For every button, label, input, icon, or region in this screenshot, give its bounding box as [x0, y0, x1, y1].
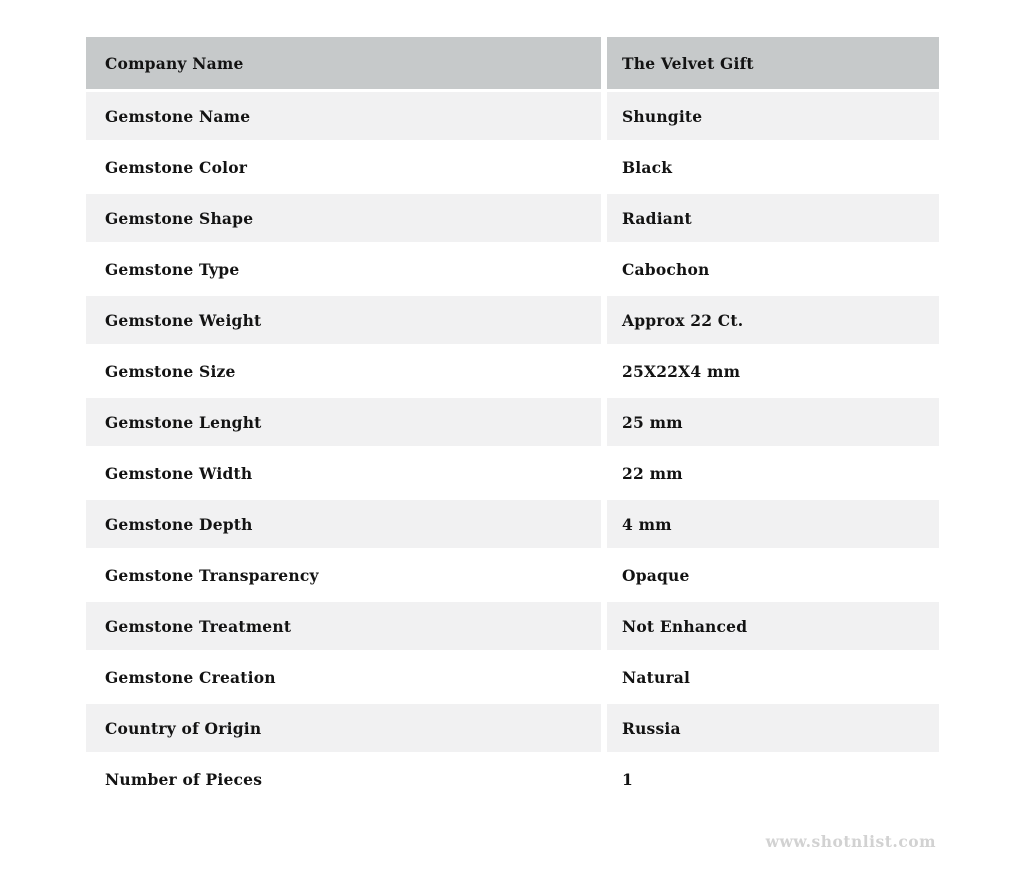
- row-value: Black: [607, 143, 939, 191]
- table-row-body-7: [86, 449, 939, 497]
- row-value: 25X22X4 mm: [607, 347, 939, 395]
- table-row-body-12: [86, 704, 939, 752]
- table-row-body-5: [86, 347, 939, 395]
- row-label: Gemstone Shape: [86, 194, 601, 242]
- row-value: Opaque: [607, 551, 939, 599]
- row-value: Shungite: [607, 92, 939, 140]
- row-label: Gemstone Width: [86, 449, 601, 497]
- row-label: Gemstone Lenght: [86, 398, 601, 446]
- row-label: Gemstone Weight: [86, 296, 601, 344]
- row-label: Gemstone Name: [86, 92, 601, 140]
- row-label: Gemstone Creation: [86, 653, 601, 701]
- row-value: Approx 22 Ct.: [607, 296, 939, 344]
- row-label: Company Name: [86, 37, 601, 89]
- table-row-body-6: [86, 398, 939, 446]
- row-value: Natural: [607, 653, 939, 701]
- table-row-body-13: [86, 755, 939, 803]
- table-row-body-0: [86, 92, 939, 140]
- row-value: Radiant: [607, 194, 939, 242]
- row-value: Cabochon: [607, 245, 939, 293]
- row-label: Gemstone Color: [86, 143, 601, 191]
- row-label: Gemstone Size: [86, 347, 601, 395]
- row-value: 22 mm: [607, 449, 939, 497]
- row-label: Gemstone Treatment: [86, 602, 601, 650]
- row-label: Gemstone Type: [86, 245, 601, 293]
- row-value: 1: [607, 755, 939, 803]
- table-row-body-10: [86, 602, 939, 650]
- table-row-header: [86, 37, 939, 89]
- row-value: 4 mm: [607, 500, 939, 548]
- table-row-body-11: [86, 653, 939, 701]
- row-value: Russia: [607, 704, 939, 752]
- table-row-body-1: [86, 143, 939, 191]
- watermark-text: www.shotnlist.com: [765, 832, 936, 851]
- row-label: Gemstone Transparency: [86, 551, 601, 599]
- table-row-body-4: [86, 296, 939, 344]
- row-value: Not Enhanced: [607, 602, 939, 650]
- row-value: The Velvet Gift: [607, 37, 939, 89]
- row-value: 25 mm: [607, 398, 939, 446]
- table-row-body-3: [86, 245, 939, 293]
- table-row-body-8: [86, 500, 939, 548]
- table-row-body-9: [86, 551, 939, 599]
- row-label: Gemstone Depth: [86, 500, 601, 548]
- table-row-body-2: [86, 194, 939, 242]
- row-label: Country of Origin: [86, 704, 601, 752]
- gemstone-spec-table: [86, 37, 939, 806]
- row-label: Number of Pieces: [86, 755, 601, 803]
